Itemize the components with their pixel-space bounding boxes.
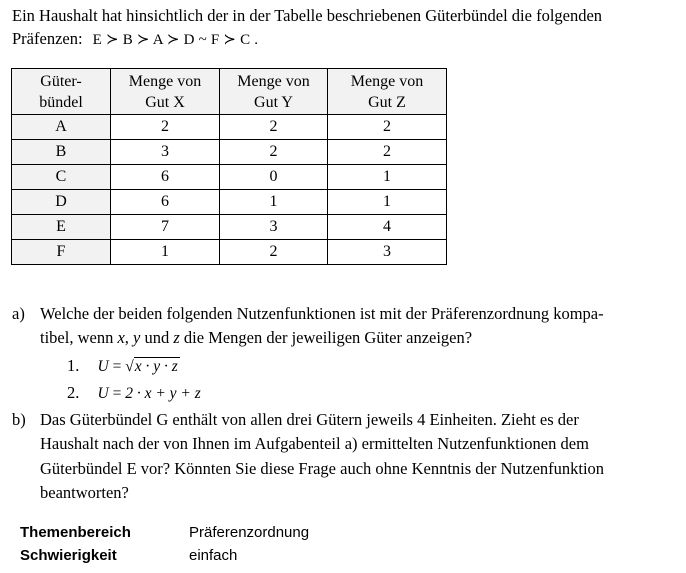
item-number: 1. (67, 356, 80, 375)
qty-y-cell: 2 (220, 240, 328, 265)
table-row (12, 190, 447, 215)
question-a-line-1: Welche der beiden folgenden Nutzenfunktionen ist mit der Präferenzordnung kompa- (40, 304, 604, 323)
item-number: 2. (67, 383, 80, 402)
qty-y-cell: 1 (220, 190, 328, 215)
qty-y-cell: 3 (220, 215, 328, 240)
question-b-label: b) (12, 410, 26, 429)
preferences-label: Präfenzen: (12, 29, 83, 48)
qty-y-cell: 2 (220, 140, 328, 165)
formula-1: U = √x · y · z (97, 358, 178, 375)
qty-x-cell: 7 (111, 215, 220, 240)
qty-z-cell: 1 (328, 165, 447, 190)
table-row (12, 165, 447, 190)
question-b-line-3: Güterbündel E vor? Könnten Sie diese Frage auch ohne Kenntnis der Nutzenfunktion (40, 459, 605, 478)
qty-y-cell: 0 (220, 165, 328, 190)
bundle-cell: D (12, 190, 111, 215)
qty-x-cell: 2 (111, 115, 220, 140)
qty-z-cell: 2 (328, 140, 447, 165)
header-good-z: Menge von Gut Z (328, 69, 447, 115)
qty-x-cell: 3 (111, 140, 220, 165)
qty-z-cell: 3 (328, 240, 447, 265)
topic-value: Präferenzordnung (189, 524, 310, 541)
question-b-line-4: beantworten? (40, 483, 129, 502)
table-row (12, 215, 447, 240)
goods-table (11, 68, 447, 265)
bundle-cell: B (12, 140, 111, 165)
question-a-label: a) (12, 304, 25, 323)
qty-z-cell: 1 (328, 190, 447, 215)
header-bundle: Güter- bündel (12, 69, 111, 115)
qty-x-cell: 1 (111, 240, 220, 265)
question-b-line-1: Das Güterbündel G enthält von allen drei Gütern jeweils 4 Einheiten. Zieht es der (40, 410, 579, 429)
preference-order: E ≻ B ≻ A ≻ D ~ F ≻ C . (92, 32, 259, 48)
bundle-cell: C (12, 165, 111, 190)
qty-x-cell: 6 (111, 165, 220, 190)
qty-z-cell: 4 (328, 215, 447, 240)
topic-label: Themenbereich (20, 524, 131, 541)
table-row (12, 140, 447, 165)
question-a-line-2: tibel, wenn x, y und z die Mengen der jeweiligen Güter anzeigen? (40, 328, 473, 347)
bundle-cell: A (12, 115, 111, 140)
header-good-x: Menge von Gut X (111, 69, 220, 115)
utility-function-1 (67, 356, 180, 376)
sqrt-radicand: x · y · z (134, 358, 178, 375)
header-good-y: Menge von Gut Y (220, 69, 328, 115)
question-b-line-2: Haushalt nach der von Ihnen im Aufgabenteil a) ermittelten Nutzenfunktionen dem (40, 434, 589, 453)
table-row (12, 115, 447, 140)
bundle-cell: F (12, 240, 111, 265)
difficulty-label: Schwierigkeit (20, 547, 117, 564)
formula-2: U = 2 · x + y + z (97, 385, 201, 402)
qty-z-cell: 2 (328, 115, 447, 140)
intro-line-1: Ein Haushalt hat hinsichtlich der in der Tabelle beschriebenen Güterbündel die folgenden (12, 6, 603, 25)
utility-function-2 (67, 383, 201, 403)
bundle-cell: E (12, 215, 111, 240)
intro-line-2 (12, 29, 258, 49)
qty-x-cell: 6 (111, 190, 220, 215)
qty-y-cell: 2 (220, 115, 328, 140)
table-header-row (12, 69, 447, 115)
table-row (12, 240, 447, 265)
difficulty-value: einfach (189, 547, 238, 564)
